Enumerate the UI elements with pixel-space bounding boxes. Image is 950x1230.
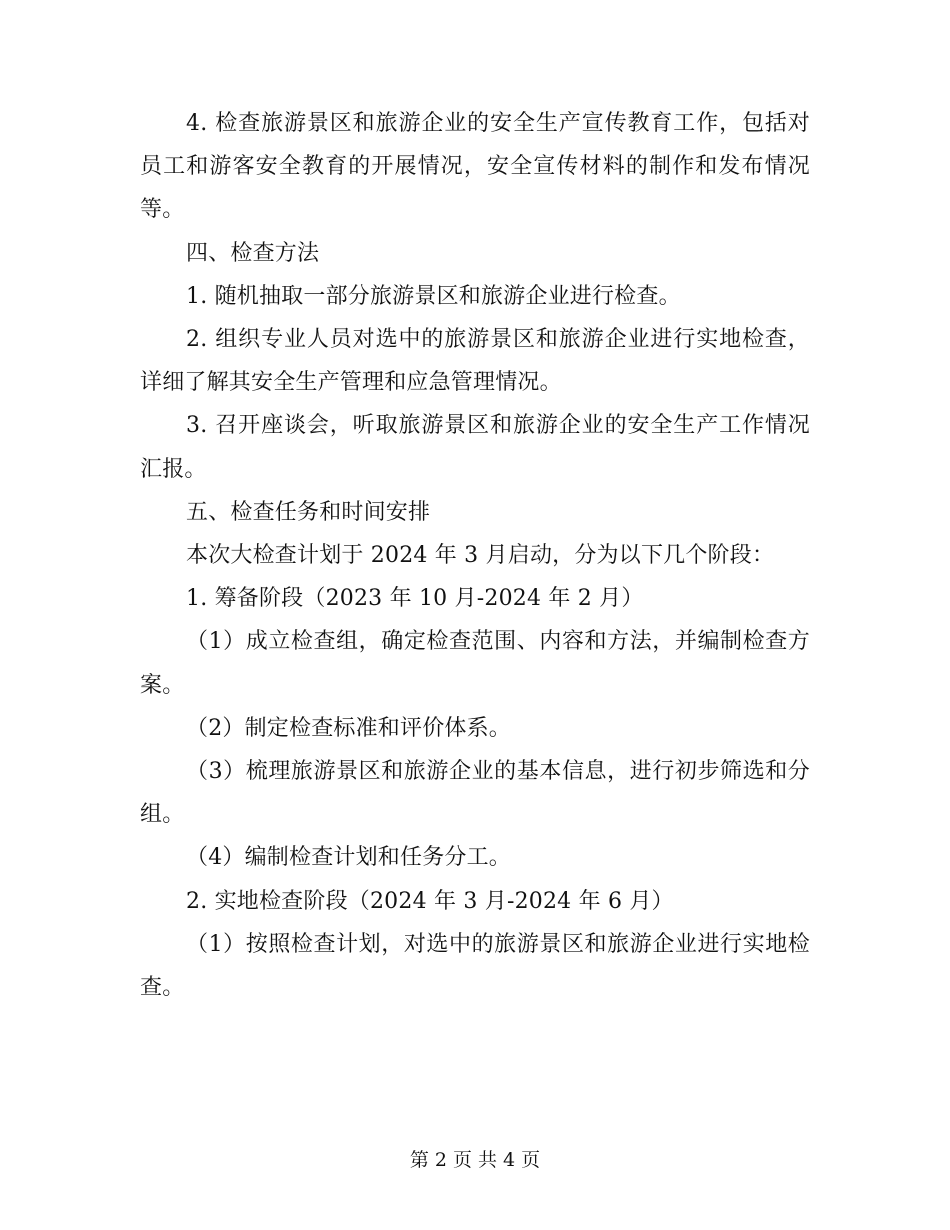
method-item-2: 2. 组织专业人员对选中的旅游景区和旅游企业进行实地检查，详细了解其安全生产管理和应急管理情况。 <box>140 327 810 396</box>
phase-1-step-3: （3）梳理旅游景区和旅游企业的基本信息，进行初步筛选和分组。 <box>140 759 810 828</box>
section-heading-tasks-schedule: 五、检查任务和时间安排 <box>186 499 431 525</box>
phase-1-step-1: （1）成立检查组，确定检查范围、内容和方法，并编制检查方案。 <box>140 629 810 698</box>
section-heading-inspection-methods: 四、检查方法 <box>186 240 320 266</box>
method-item-3: 3. 召开座谈会，听取旅游景区和旅游企业的安全生产工作情况汇报。 <box>140 413 810 482</box>
phase-1-heading: 1. 筹备阶段（2023 年 10 月-2024 年 2 月） <box>186 586 644 612</box>
phase-2-heading: 2. 实地检查阶段（2024 年 3 月-2024 年 6 月） <box>186 888 674 914</box>
method-item-1: 1. 随机抽取一部分旅游景区和旅游企业进行检查。 <box>186 283 681 309</box>
document-body <box>140 102 810 1009</box>
paragraph-item-4-publicity: 4. 检查旅游景区和旅游企业的安全生产宣传教育工作，包括对员工和游客安全教育的开展情况，安全宣传材料的制作和发布情况等。 <box>140 111 810 223</box>
phase-2-step-1: （1）按照检查计划，对选中的旅游景区和旅游企业进行实地检查。 <box>140 931 810 1001</box>
phase-1-step-4: （4）编制检查计划和任务分工。 <box>186 845 511 871</box>
page-number-footer: 第 2 页 共 4 页 <box>409 1149 541 1171</box>
phase-1-step-2: （2）制定检查标准和评价体系。 <box>186 715 511 741</box>
schedule-intro: 本次大检查计划于 2024 年 3 月启动，分为以下几个阶段： <box>186 543 775 569</box>
